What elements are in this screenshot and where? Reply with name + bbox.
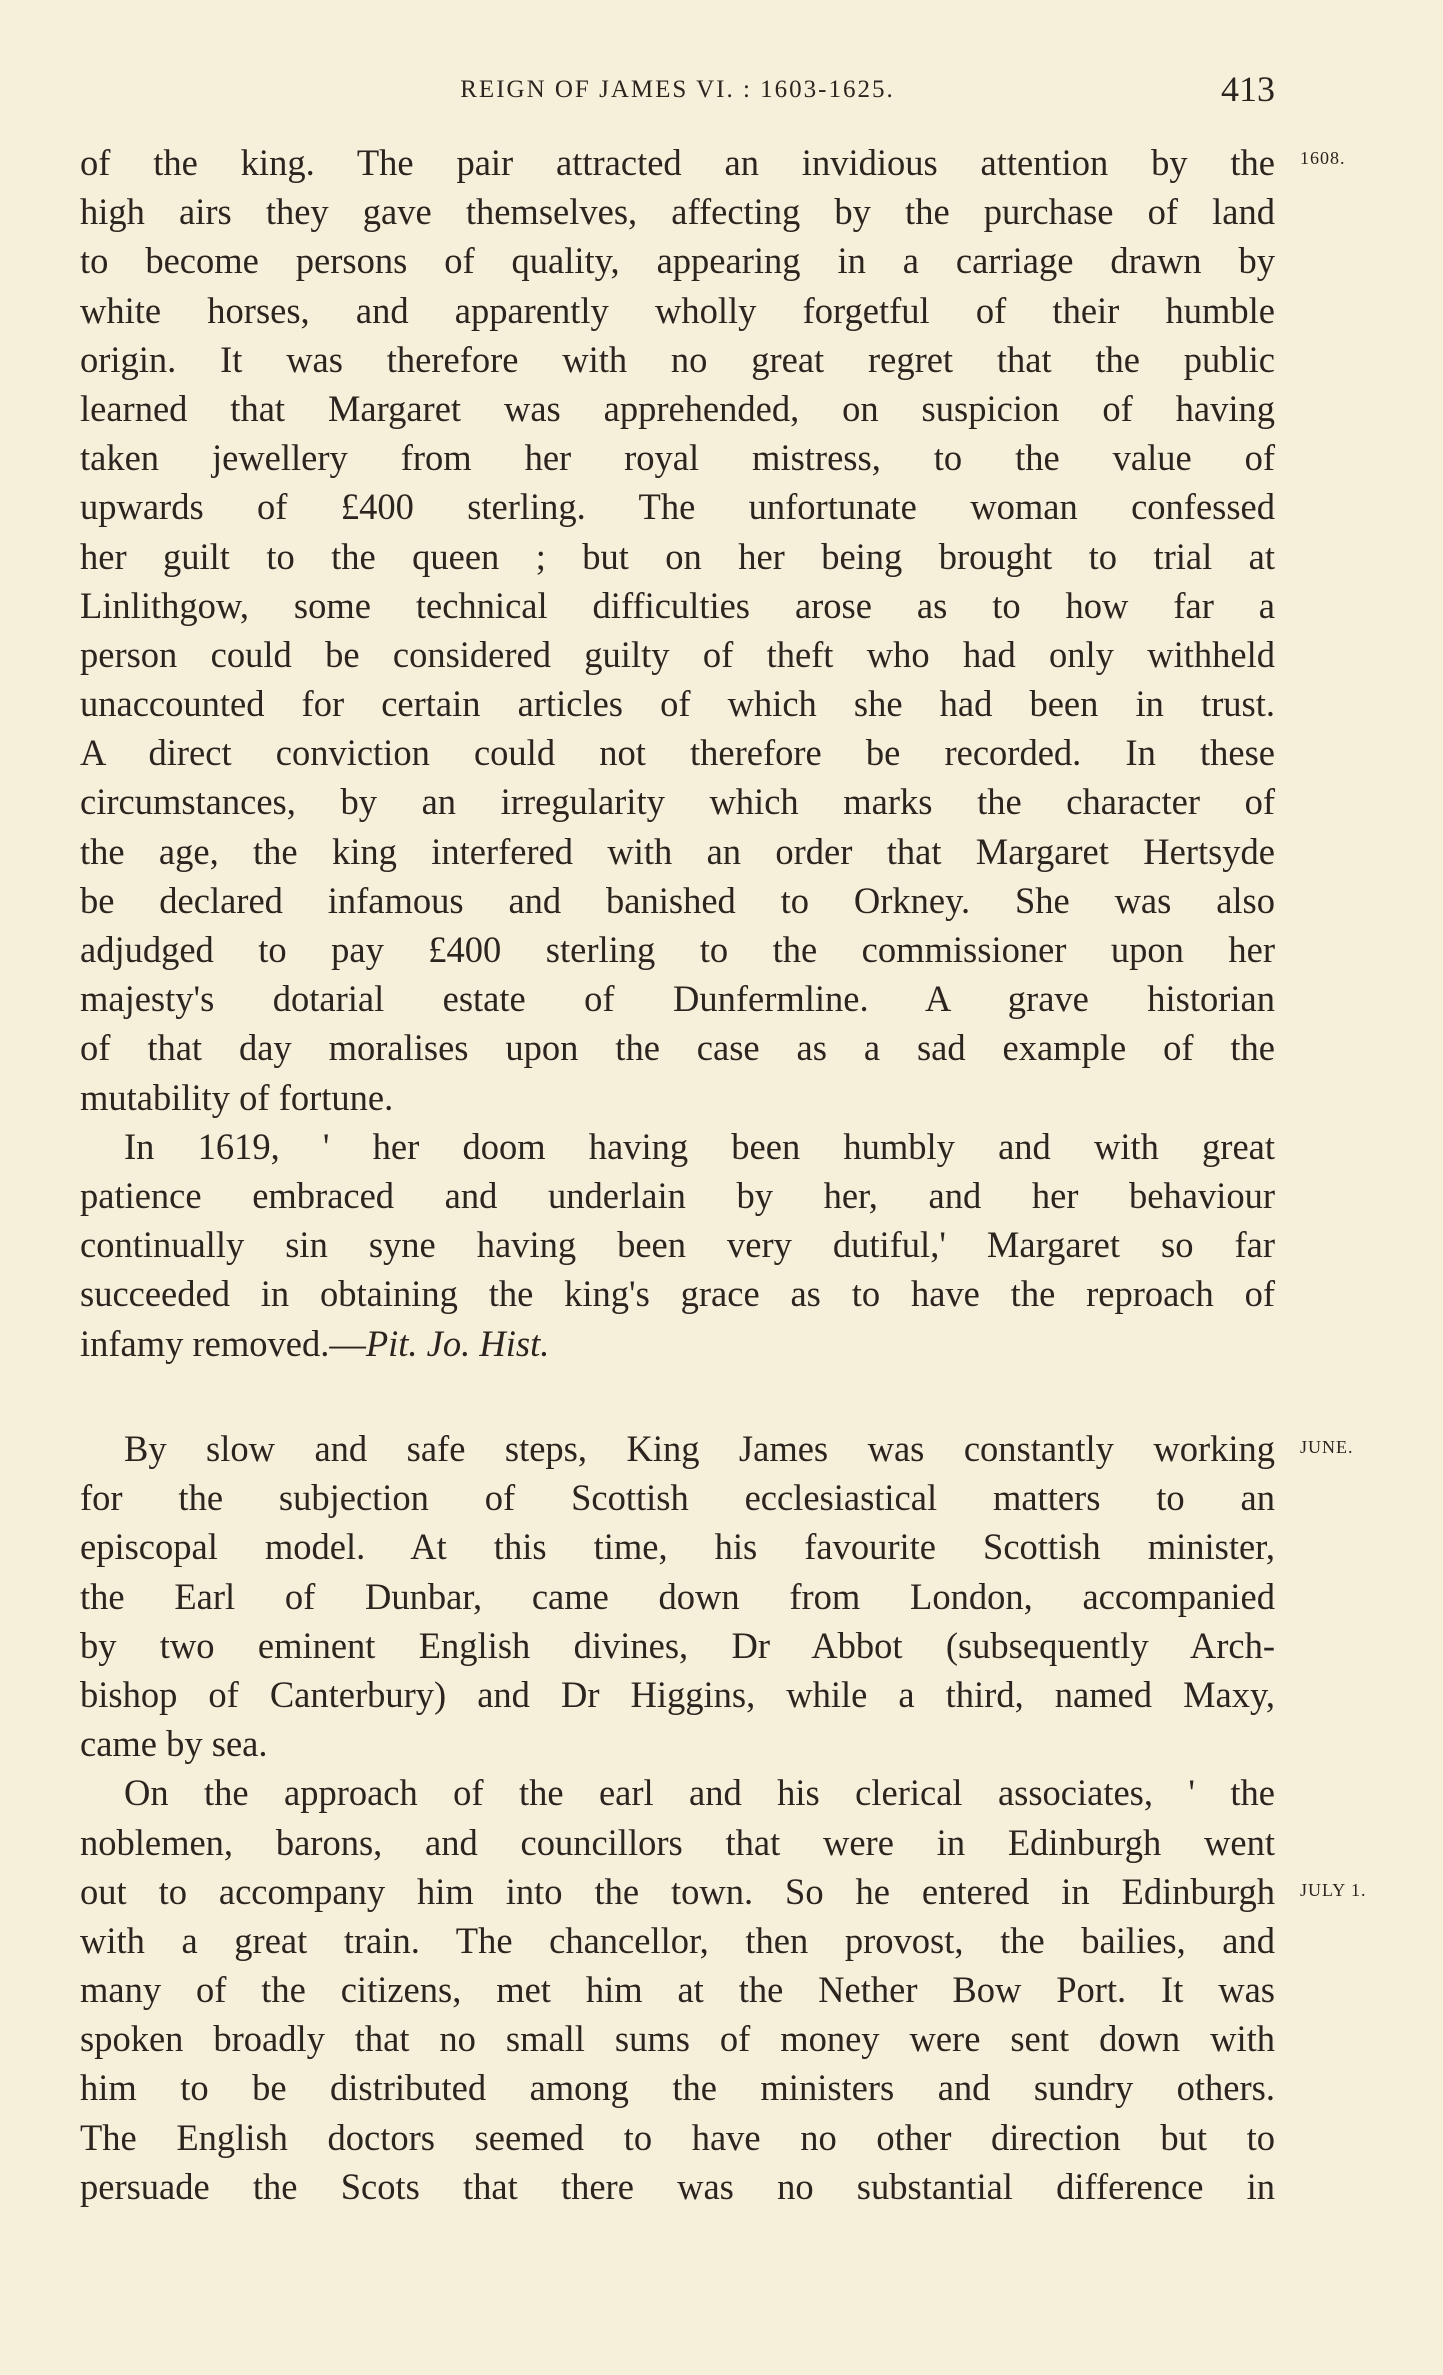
text-line: out to accompany him into the town. So he entered in Edinburgh	[80, 1870, 1275, 1912]
text-line: person could be considered guilty of theft who had only withheld	[80, 633, 1275, 675]
text-block-first	[80, 138, 1275, 1368]
text-line: learned that Margaret was apprehended, on suspicion of having	[80, 387, 1275, 429]
text-line: adjudged to pay £400 sterling to the commissioner upon her	[80, 929, 1275, 970]
paragraph-1	[80, 138, 1275, 1122]
text-line: The English doctors seemed to have no other direction but to	[80, 2116, 1275, 2158]
text-line: high airs they gave themselves, affecting by the purchase of land	[80, 191, 1275, 233]
text-line: patience embraced and underlain by her, and her behaviour	[80, 1174, 1275, 1216]
text-line: succeeded in obtaining the king's grace as to have the reproach of	[80, 1273, 1275, 1315]
margin-note-year: 1608.	[1300, 148, 1346, 168]
running-title: REIGN OF JAMES VI. : 1603-1625.	[460, 76, 895, 103]
text-line: many of the citizens, met him at the Nether Bow Port. It was	[80, 1969, 1275, 2011]
text-line: by two eminent English divines, Dr Abbot (subsequently Arch-	[80, 1624, 1275, 1666]
text-line: circumstances, by an irregularity which marks the character of	[80, 781, 1275, 823]
text-line: came by sea.	[80, 1723, 268, 1765]
text-line: for the subjection of Scottish ecclesiastical matters to an	[80, 1477, 1275, 1519]
margin-note-june: JUNE.	[1300, 1437, 1354, 1457]
text-line: In 1619, ' her doom having been humbly and with great	[124, 1125, 1275, 1167]
text-line: the age, the king interfered with an order that Margaret Hertsyde	[80, 830, 1275, 872]
text-line: be declared infamous and banished to Orkney. She was also	[80, 879, 1275, 921]
text-line: with a great train. The chancellor, then provost, the bailies, and	[80, 1919, 1275, 1961]
text-line: majesty's dotarial estate of Dunfermline. A grave historian	[80, 978, 1275, 1020]
text-line: of that day moralises upon the case as a sad example of the	[80, 1027, 1275, 1069]
text-line: spoken broadly that no small sums of money were sent down with	[80, 2018, 1275, 2060]
text-line: to become persons of quality, appearing in a carriage drawn by	[80, 240, 1275, 282]
text-line: white horses, and apparently wholly forgetful of their humble	[80, 289, 1275, 331]
text-line: continually sin syne having been very dutiful,' Margaret so far	[80, 1224, 1275, 1266]
text-line: Linlithgow, some technical difficulties arose as to how far a	[80, 584, 1275, 626]
text-line: taken jewellery from her royal mistress, to the value of	[80, 437, 1275, 479]
text-block-second	[80, 1424, 1275, 2211]
text-line: origin. It was therefore with no great regret that the public	[80, 338, 1275, 380]
text-line: him to be distributed among the ministers and sundry others.	[80, 2067, 1275, 2109]
page-number: 413	[1221, 69, 1275, 109]
text-line: the Earl of Dunbar, came down from London, accompanied	[80, 1575, 1275, 1617]
text-line: episcopal model. At this time, his favourite Scottish minister,	[80, 1526, 1275, 1568]
text-line: By slow and safe steps, King James was constantly working	[124, 1428, 1275, 1469]
text-line: bishop of Canterbury) and Dr Higgins, while a third, named Maxy,	[80, 1673, 1275, 1715]
text-line: of the king. The pair attracted an invidious attention by the	[80, 142, 1275, 183]
text-line: her guilt to the queen ; but on her being brought to trial at	[80, 535, 1275, 577]
text-line: upwards of £400 sterling. The unfortunate woman confessed	[80, 486, 1275, 528]
citation: Pit. Jo. Hist.	[365, 1322, 550, 1364]
text-line: persuade the Scots that there was no substantial difference in	[80, 2165, 1275, 2207]
text-line: mutability of fortune.	[80, 1076, 394, 1118]
paragraph-2	[80, 1122, 1275, 1368]
paragraph-4	[80, 1768, 1275, 2211]
text-line: noblemen, barons, and councillors that were in Edinburgh went	[80, 1821, 1275, 1863]
paragraph-3	[80, 1424, 1275, 1768]
text-line-final	[80, 1319, 1275, 1368]
margin-note-july: JULY 1.	[1300, 1880, 1367, 1900]
text-fragment: infamy removed.—	[80, 1322, 366, 1364]
text-line: On the approach of the earl and his clerical associates, ' the	[124, 1772, 1275, 1814]
page-header	[80, 68, 1275, 118]
text-line: A direct conviction could not therefore be recorded. In these	[80, 732, 1275, 774]
text-line: unaccounted for certain articles of which she had been in trust.	[80, 683, 1275, 725]
